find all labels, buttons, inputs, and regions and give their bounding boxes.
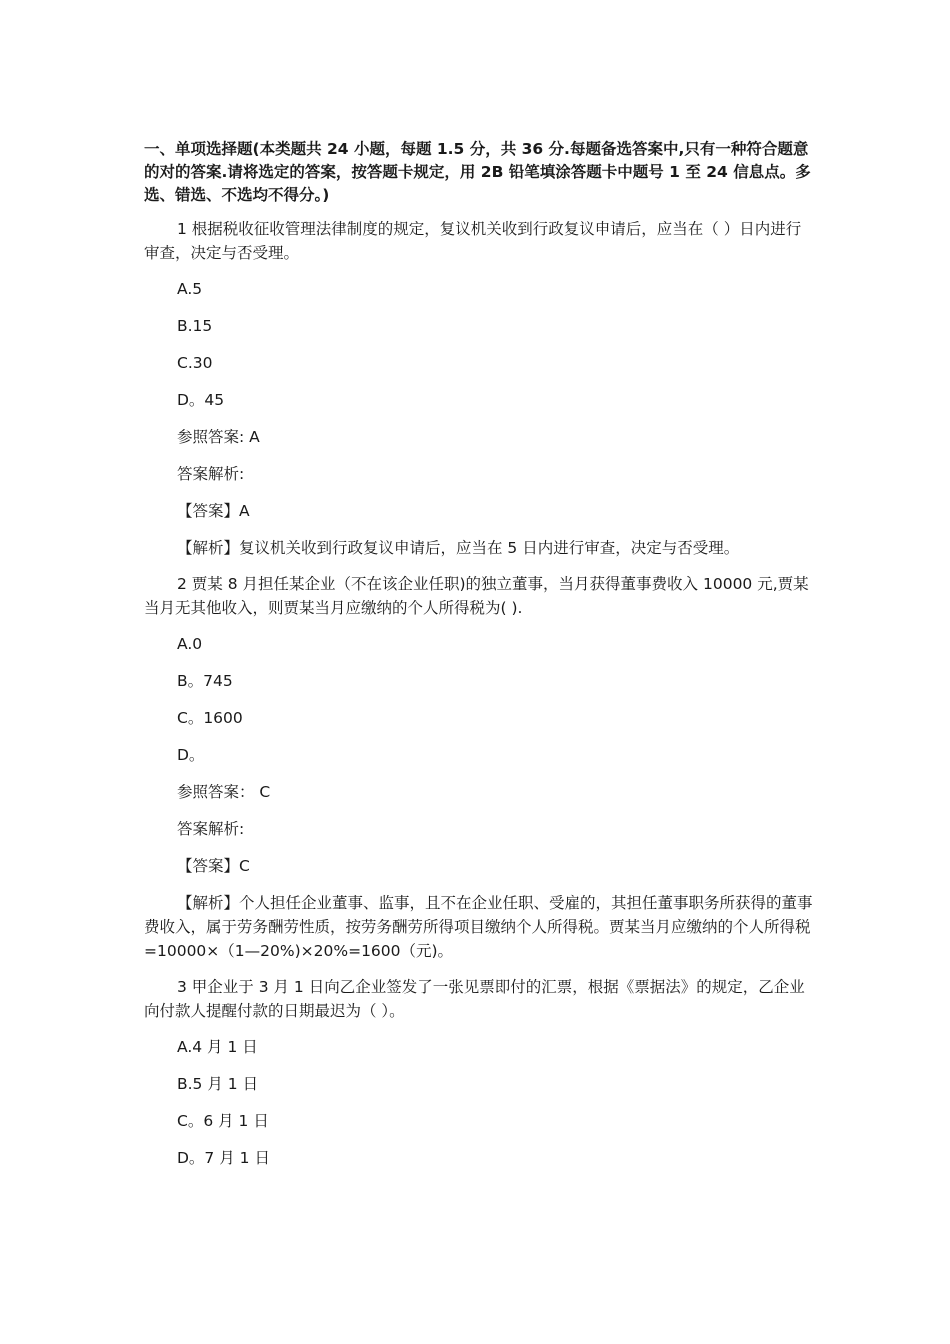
q2-option-d: D。	[177, 746, 205, 764]
q1-option-a: A.5	[177, 280, 203, 298]
q1-option-d: D。45	[177, 391, 225, 409]
q1-explanation: 【解析】复议机关收到行政复议申请后，应当在 5 日内进行审查，决定与否受理。	[177, 539, 740, 557]
q1-reference-answer: 参照答案: A	[177, 428, 260, 446]
q1-option-b: B.15	[177, 317, 213, 335]
q2-option-b: B。745	[177, 672, 233, 690]
q3-option-b: B.5 月 1 日	[177, 1075, 259, 1093]
q3-option-a: A.4 月 1 日	[177, 1038, 258, 1056]
q3-option-c: C。6 月 1 日	[177, 1112, 269, 1130]
q2-option-c: C。1600	[177, 709, 243, 727]
question-2-text: 2 贾某 8 月担任某企业（不在该企业任职)的独立董事，当月获得董事费收入 10000 元,贾某当月无其他收入，则贾某当月应缴纳的个人所得税为( ).	[144, 575, 809, 617]
q2-analysis-label: 答案解析:	[177, 820, 245, 838]
q2-reference-answer: 参照答案： C	[177, 783, 271, 801]
q2-answer: 【答案】C	[177, 857, 250, 875]
q3-option-d: D。7 月 1 日	[177, 1149, 270, 1167]
q2-option-a: A.0	[177, 635, 203, 653]
document-page	[144, 138, 816, 1183]
q1-analysis-label: 答案解析:	[177, 465, 245, 483]
question-1-text: 1 根据税收征收管理法律制度的规定，复议机关收到行政复议申请后，应当在（ ）日内进行审查，决定与否受理。	[144, 220, 802, 262]
q1-answer: 【答案】A	[177, 502, 250, 520]
section-heading: 一、单项选择题(本类题共 24 小题，每题 1.5 分，共 36 分.每题备选答案中,只有一种符合题意的对的答案.请将选定的答案，按答题卡规定，用 2B 铅笔填涂答题卡中题号 1 至 24 信息点。多选、错选、不选均不得分。)	[144, 140, 811, 204]
question-3-text: 3 甲企业于 3 月 1 日向乙企业签发了一张见票即付的汇票，根据《票据法》的规定，乙企业向付款人提醒付款的日期最迟为（ ）。	[144, 978, 805, 1020]
q2-explanation: 【解析】个人担任企业董事、监事，且不在企业任职、受雇的，其担任董事职务所获得的董事费收入，属于劳务酬劳性质，按劳务酬劳所得项目缴纳个人所得税。贾某当月应缴纳的个人所得税=10000×（1—20%)×20%=1600（元)。	[144, 894, 813, 960]
q1-option-c: C.30	[177, 354, 213, 372]
